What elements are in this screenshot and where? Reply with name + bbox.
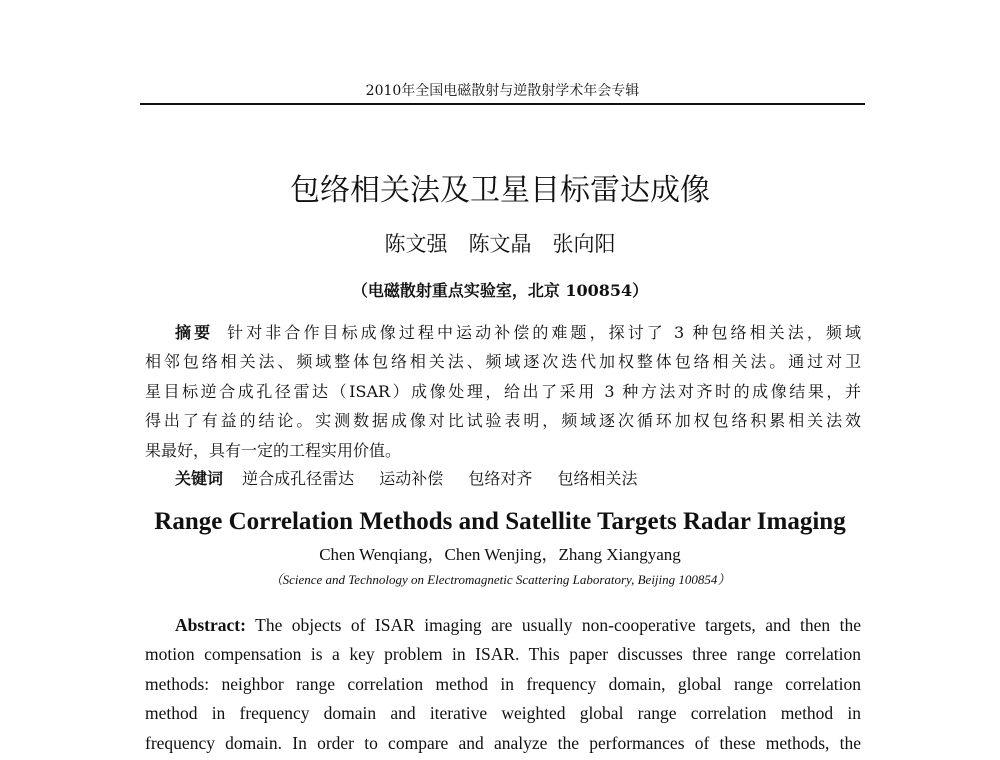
- abstract-line: [145, 318, 861, 347]
- chinese-affiliation: （电磁散射重点实验室，北京 100854）: [351, 281, 649, 300]
- chinese-keywords: [175, 464, 657, 493]
- abstract-line: 相邻包络相关法、频域整体包络相关法、频域逐次迭代加权整体包络相关法。通过对卫: [145, 352, 861, 372]
- abstract-text: The objects of ISAR imaging are usually non-cooperative targets, and then the: [255, 615, 861, 635]
- chinese-authors: 陈文强 陈文晶 张向阳: [384, 232, 616, 256]
- keyword: 包络相关法: [557, 469, 638, 488]
- keyword: 逆合成孔径雷达: [242, 469, 355, 488]
- english-title: Range Correlation Methods and Satellite Targets Radar Imaging: [154, 508, 846, 535]
- abstract-line: 星目标逆合成孔径雷达（ISAR）成像处理，给出了采用 3 种方法对齐时的成像结果，并: [145, 381, 861, 401]
- abstract-label: Abstract:: [175, 615, 246, 635]
- abstract-line: method in frequency domain and iterative weighted global range correlation method in: [145, 703, 861, 724]
- english-affiliation: （Science and Technology on Electromagnetic Scattering Laboratory, Beijing 100854）: [269, 572, 731, 587]
- abstract-line: 得出了有益的结论。实测数据成像对比试验表明，频域逐次循环加权包络积累相关法效: [145, 411, 861, 431]
- running-header: 2010年全国电磁散射与逆散射学术年会专辑: [365, 83, 640, 99]
- abstract-line: frequency domain. In order to compare and analyze the performances of these methods, the: [145, 732, 861, 753]
- abstract-line: [145, 611, 861, 640]
- english-abstract: [145, 611, 861, 758]
- abstract-line: 果最好，具有一定的工程实用价值。: [145, 440, 402, 460]
- abstract-line: methods: neighbor range correlation method in frequency domain, global range correlation: [145, 673, 861, 694]
- keywords-label: 关键词: [175, 469, 224, 488]
- abstract-label: 摘要: [175, 323, 214, 342]
- keyword: 运动补偿: [379, 469, 444, 488]
- abstract-line: motion compensation is a key problem in ISAR. This paper discusses three range correlation: [145, 644, 861, 665]
- chinese-title: 包络相关法及卫星目标雷达成像: [290, 173, 710, 208]
- keyword: 包络对齐: [468, 469, 533, 488]
- chinese-abstract: [145, 318, 861, 465]
- english-authors: Chen Wenqiang，Chen Wenjing，Zhang Xiangyang: [319, 545, 681, 564]
- header-rule: [140, 103, 865, 105]
- abstract-text: 针对非合作目标成像过程中运动补偿的难题，探讨了 3 种包络相关法，频域: [227, 323, 861, 342]
